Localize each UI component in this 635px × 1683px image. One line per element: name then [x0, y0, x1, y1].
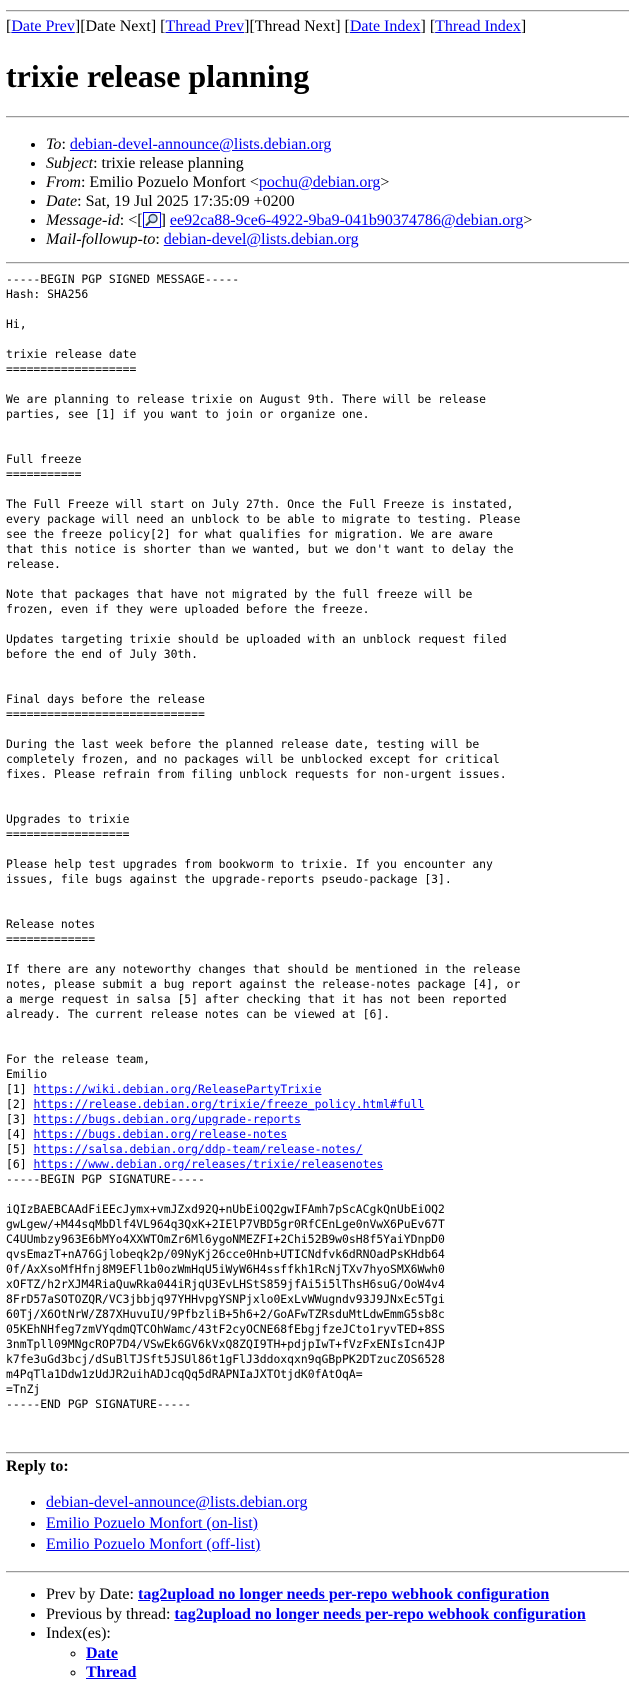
prev-date-label: Prev by Date: — [46, 1586, 138, 1603]
ref-num: [4] — [6, 1127, 34, 1141]
header-date: • Date: Sat, 19 Jul 2025 17:35:09 +0200 — [46, 192, 532, 211]
ref-line-3 — [6, 1112, 301, 1126]
ref-line-5 — [6, 1142, 363, 1156]
message-id-link[interactable]: ee92ca88-9ce6-4922-9ba9-041b90374786@debian.org — [169, 212, 524, 229]
header-message-id: • Message-id: <[ ] ee92ca88-9ce6-4922-9ba9-041b90374786@debian.org> — [46, 211, 532, 230]
message-body — [6, 272, 520, 1412]
index-date-link[interactable]: Date — [86, 1644, 118, 1662]
index-thread-link[interactable]: Thread — [86, 1664, 137, 1681]
ref-link[interactable]: https://bugs.debian.org/release-notes — [33, 1127, 288, 1141]
index-item — [86, 1663, 586, 1683]
thread-index-link[interactable]: Thread Index — [435, 18, 521, 35]
header-from: • From: Emilio Pozuelo Monfort <pochu@debian.org> — [46, 173, 532, 192]
thread-next-text: Thread Next — [254, 18, 336, 35]
prev-date-link[interactable]: tag2upload no longer needs per-repo webhook configuration — [137, 1586, 550, 1603]
to-link[interactable]: debian-devel-announce@lists.debian.org — [69, 136, 332, 153]
reply-list — [6, 1492, 307, 1555]
index-label: Index(es): — [46, 1625, 111, 1642]
reply-item — [46, 1513, 307, 1534]
reply-list-link[interactable]: debian-devel-announce@lists.debian.org — [46, 1494, 308, 1511]
ref-link[interactable]: https://wiki.debian.org/ReleasePartyTrixie — [33, 1082, 322, 1096]
followup-link[interactable]: debian-devel@lists.debian.org — [163, 231, 359, 248]
from-label: From — [46, 174, 81, 191]
ref-num: [3] — [6, 1112, 34, 1126]
reply-divider — [6, 1571, 629, 1573]
index-item — [86, 1644, 586, 1664]
ref-link[interactable]: https://www.debian.org/releases/trixie/releasenotes — [33, 1157, 384, 1171]
ref-link[interactable]: https://salsa.debian.org/ddp-team/release-notes/ — [33, 1142, 363, 1156]
pgp-signature: -----BEGIN PGP SIGNATURE----- iQIzBAEBCAAdFiEEcJymx+vmJZxd92Q+nUbEiOQ2gwIFAmh7pScACgkQnUbEiOQ2 gwLgew/+M44sqMbDlf4VL964q3QxK+2IElP7VBD5gr0RfCEnLge0nVwX6PuEv67T C4UUmbzy963E6bMYo4XXWTOmZr6Ml6ygoNMEZFI+2Chi52B9w0sH8f5YaiYDnpD0 qvsEmazT+nA76Gjlobeqk2p/09NyKj26cce0Hnb+UTICNdfvk6dRNOadPsKHdb64 0f/AxXsoMfHfnj8M9EFl1b0ozWmHqU5iWyW6H4ssffkh1RcNjTXv7hyoSMX6Wwh0 xOFTZ/h2rXJM4RiaQuwRka044iRjqU3EvLHStS859jfAi5i5lThsH6suG/OoW4v4 8FrD57aSOTOZQR/VC3jbbjq97YHHvpgYSNPjxlo0ExLvWWugndv93J9JNxEc5Tgi 60Tj/X6OtNrW/Z87XHuvuIU/9PfbzliB+5h6+2/GoAFwTZRsduMtLdwEmmG5sb8c 05KEhNHfeg7zmVYqdmQTCOhWamc/43tF2cyOCNE68fEbgjfzeJCto1ryvTED+8SS 3nmTpll09MNgcROP7D4/VSwEk6GV6kVxQ8ZQI9TH+pdjpIwT+fVzFxENIsIcn4JP k7fe3uGd3bcj/dSuBlTJSft5JSUl86t1gFlJ3ddoxqxn9qGBpPK2DTzucZOS6528 m4PqTla1Ddw1zUdJR2uihADJcqQq5dRAPNIaJXTOtjdK0fAtOqA= =TnZj -----END PGP SIGNATURE----- — [6, 1172, 445, 1411]
prev-thread-label: Previous by thread: — [46, 1605, 175, 1623]
thread-prev-link[interactable]: Thread Prev — [165, 18, 245, 35]
reply-heading: Reply to: — [6, 1458, 69, 1475]
date-next-text: Date Next — [85, 18, 151, 35]
ref-num: [6] — [6, 1157, 34, 1171]
page-title: trixie release planning — [6, 58, 310, 94]
reply-on-list-link[interactable]: Emilio Pozuelo Monfort (on-list) — [46, 1515, 258, 1532]
reply-item — [46, 1534, 307, 1555]
date-prev-link[interactable]: Date Prev — [11, 18, 75, 35]
reply-off-list-link[interactable]: Emilio Pozuelo Monfort (off-list) — [46, 1536, 261, 1553]
message-nav: [Date Prev][Date Next] [Thread Prev][Thread Next] [Date Index] [Thread Index] — [6, 18, 527, 35]
followup-label: Mail-followup-to — [46, 231, 156, 248]
prev-by-date — [46, 1585, 586, 1605]
ref-line-2 — [6, 1097, 424, 1111]
message-id-label: Message-id — [46, 212, 120, 229]
indexes — [46, 1624, 586, 1683]
ref-link[interactable]: https://release.debian.org/trixie/freeze_policy.html#full — [33, 1097, 425, 1111]
top-divider — [6, 10, 629, 12]
subject-label: Subject — [46, 155, 94, 172]
ref-line-4 — [6, 1127, 287, 1141]
ref-link[interactable]: https://bugs.debian.org/upgrade-reports — [33, 1112, 301, 1126]
header-to: • To: debian-devel-announce@lists.debian.org — [46, 135, 532, 154]
ref-line-1 — [6, 1082, 321, 1096]
title-divider — [6, 116, 629, 118]
magnifier-icon[interactable] — [143, 212, 161, 229]
body-text: -----BEGIN PGP SIGNED MESSAGE----- Hash: SHA256 Hi, trixie release date =================== We are planning to release trixie on August 9th. There will be release parties, see [1] if you want to join or organize one. Full freeze =========== The Full Freeze will start on July 27th. Once the Full Freeze is instated, every package will need an unblock to be able to migrate to testing. Please see the freeze policy[2] for what qualifies for migration. We are aware that this notice is shorter than we wanted, but we don't want to delay the release. Note that packages that have not migrated by the full freeze will be frozen, even if they were uploaded before the freeze. Updates targeting trixie should be uploaded with an unblock request filed before the end of July 30th. Final days before the release ============================= During the last week before the planned release date, testing will be completely frozen, and no packages will be unblocked except for critical fixes. Please refrain from filing unblock requests for non-urgent issues. Upgrades to trixie ================== Please help test upgrades from bookworm to trixie. If you encounter any issues, file bugs against the upgrade-reports pseudo-package [3]. Release notes ============= If there are any noteworthy changes that should be mentioned in the release notes, please submit a bug report against the release-notes package [4], or a merge request in salsa [5] after checking that it has not been reported already. The current release notes can be viewed at [6]. For the release team, Emilio — [6, 272, 521, 1081]
to-label: To — [46, 136, 62, 153]
header-subject: • Subject: trixie release planning — [46, 154, 532, 173]
from-name: Emilio Pozuelo Monfort — [89, 174, 246, 191]
body-divider — [6, 1452, 629, 1454]
prev-thread-link[interactable]: tag2upload no longer needs per-repo webhook configuration — [174, 1605, 586, 1623]
date-index-link[interactable]: Date Index — [349, 18, 421, 35]
date-value: Sat, 19 Jul 2025 17:35:09 +0200 — [85, 193, 295, 210]
from-email-link[interactable]: pochu@debian.org — [258, 174, 381, 191]
ref-num: [2] — [6, 1097, 34, 1111]
bottom-nav — [6, 1585, 586, 1683]
ref-line-6 — [6, 1157, 383, 1171]
headers-divider — [6, 262, 629, 264]
date-label: Date — [46, 193, 78, 210]
prev-by-thread — [46, 1605, 586, 1625]
reply-item — [46, 1492, 307, 1513]
ref-num: [1] — [6, 1082, 34, 1096]
header-followup: • Mail-followup-to: debian-devel@lists.debian.org — [46, 230, 532, 249]
ref-num: [5] — [6, 1142, 34, 1156]
subject-value: trixie release planning — [101, 155, 244, 172]
message-headers — [6, 135, 532, 249]
